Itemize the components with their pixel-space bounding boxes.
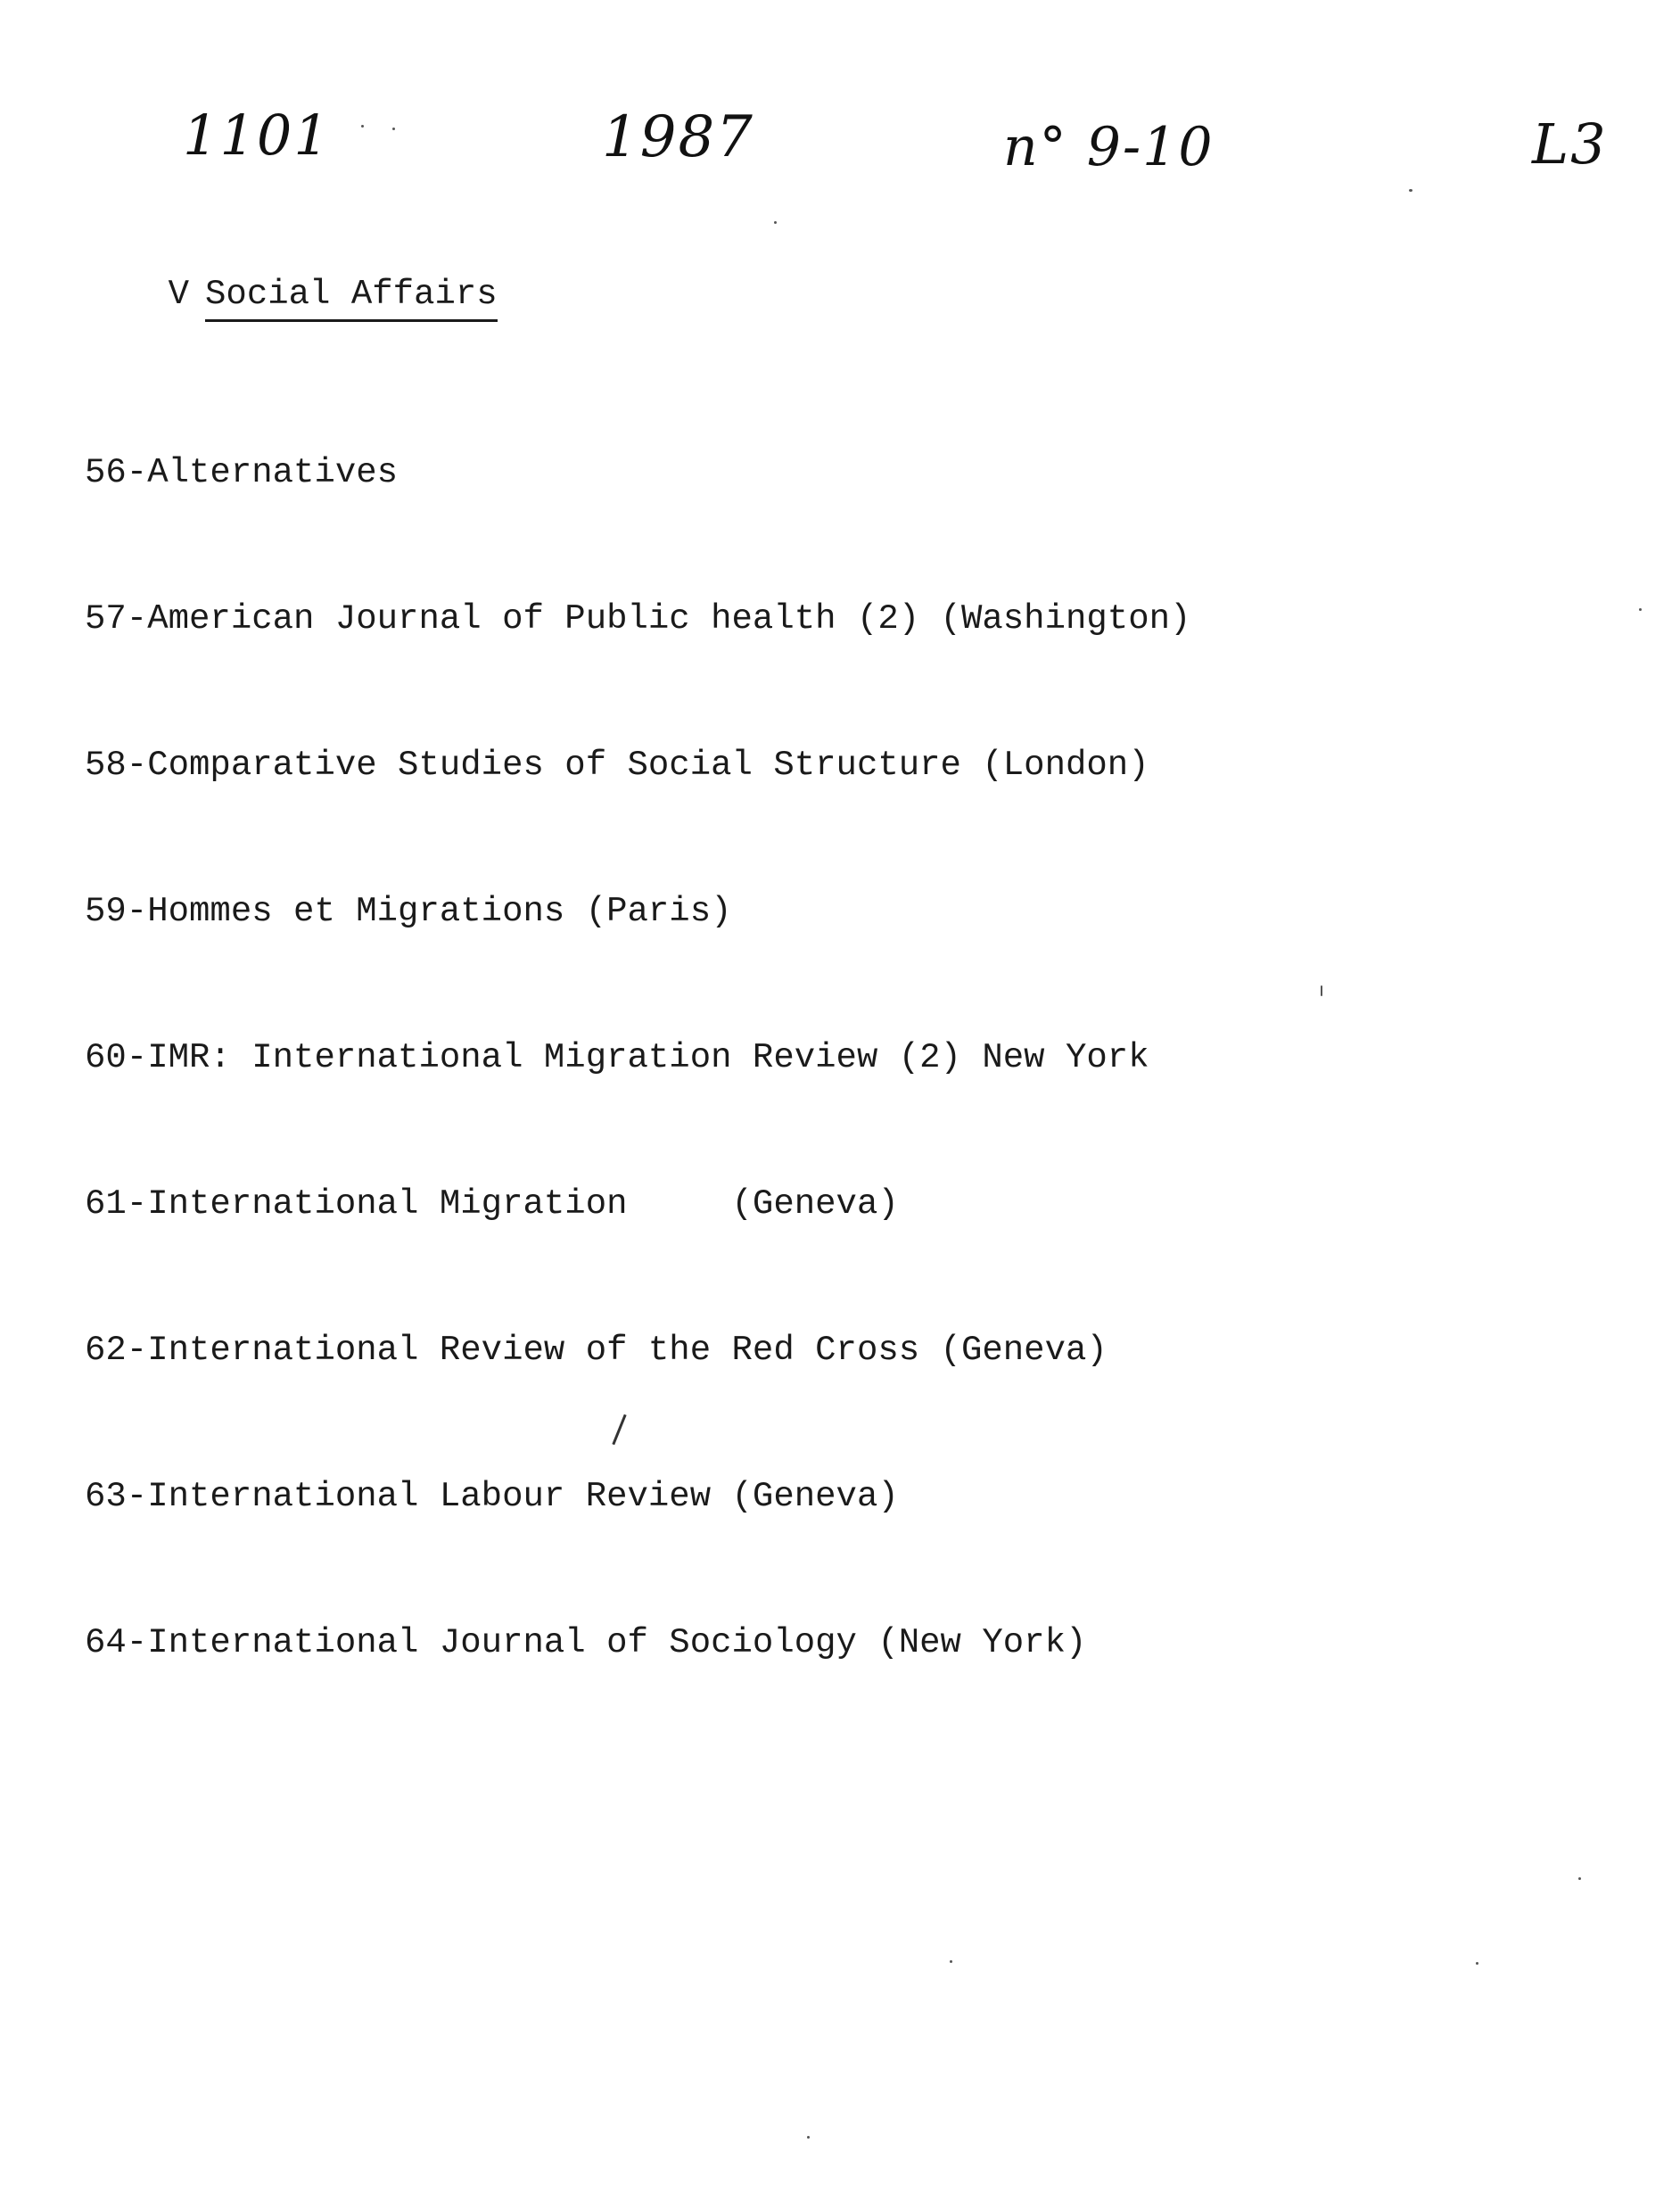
scan-speck bbox=[1409, 189, 1412, 192]
journal-item: 58-Comparative Studies of Social Structure (London) bbox=[85, 746, 1149, 785]
scan-speck bbox=[950, 1960, 952, 1963]
journal-item: 64-International Journal of Sociology (New York) bbox=[85, 1623, 1087, 1662]
handwritten-archive-number: 1101 bbox=[183, 103, 331, 168]
journal-list bbox=[85, 367, 1190, 1762]
scan-speck bbox=[1476, 1962, 1478, 1965]
journal-item: 56-Alternatives bbox=[85, 453, 399, 492]
journal-item: 60-IMR: International Migration Review (2) New York bbox=[85, 1038, 1149, 1077]
scan-speck bbox=[1578, 1877, 1581, 1880]
journal-item: 59-Hommes et Migrations (Paris) bbox=[85, 892, 732, 931]
handwritten-year: 1987 bbox=[602, 104, 754, 170]
journal-item: 57-American Journal of Public health (2) (Washington) bbox=[85, 599, 1191, 639]
section-numeral: V bbox=[168, 275, 190, 314]
handwritten-page-number: L3 bbox=[1532, 111, 1608, 177]
section-heading bbox=[85, 235, 498, 361]
scan-speck bbox=[392, 128, 395, 130]
scan-speck bbox=[807, 2136, 810, 2139]
handwritten-issue-number: n° 9-10 bbox=[1003, 116, 1215, 178]
section-title: Social Affairs bbox=[205, 275, 498, 322]
journal-item: 61-International Migration (Geneva) bbox=[85, 1184, 899, 1224]
journal-item: 63-International Labour Review (Geneva) bbox=[85, 1477, 899, 1516]
scan-speck bbox=[361, 125, 364, 128]
scan-speck bbox=[1639, 608, 1642, 611]
scan-speck bbox=[1321, 985, 1322, 996]
journal-item: 62-International Review of the Red Cross (Geneva) bbox=[85, 1331, 1108, 1370]
scan-speck bbox=[774, 221, 777, 224]
